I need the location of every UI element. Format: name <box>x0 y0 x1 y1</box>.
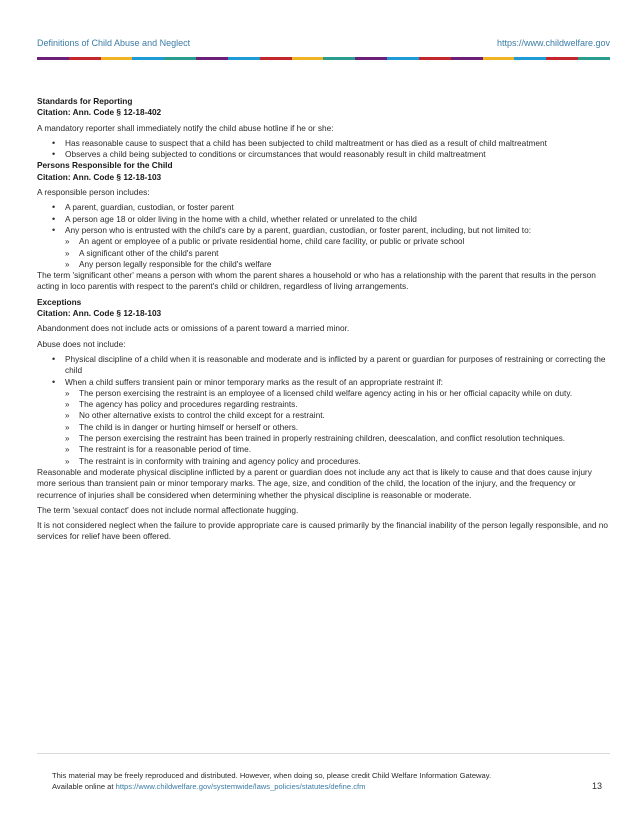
paragraph: The term 'significant other' means a person with whom the parent shares a household or who has a relationship with the parent that results in the person acting in loco parentis with respect to the parent's child or children, regardless of living arrangements. <box>37 270 596 292</box>
stripe-segment <box>292 57 324 60</box>
bullet-list <box>37 138 610 161</box>
document-title: Definitions of Child Abuse and Neglect <box>37 38 191 48</box>
list-item: • Physical discipline of a child when it is reasonable and moderate and is inflicted by a parent or guardian for purposes of restraining or correcting the child <box>37 354 610 377</box>
section-heading-standards: Standards for Reporting <box>37 96 133 106</box>
paragraph: Abandonment does not include acts or omissions of a parent toward a married minor. <box>37 323 350 334</box>
stripe-segment <box>483 57 515 60</box>
page-footer <box>52 770 610 792</box>
list-item: • A person age 18 or older living in the home with a child, whether related or unrelated to the child <box>37 214 610 225</box>
section-citation-persons-responsible: Citation: Ann. Code § 12-18-103 <box>37 171 162 182</box>
stripe-segment <box>196 57 228 60</box>
stripe-segment <box>132 57 164 60</box>
sub-bullet-list <box>37 236 610 270</box>
document-body <box>37 96 610 543</box>
paragraph: Reasonable and moderate physical discipline inflicted by a parent or guardian does not include any act that is likely to cause and that does cause injury more serious than transient pain or minor temporary marks. The age, size, and condition of the child, the location of the injury, and the frequency or recurrence of injuries shall be considered when determining whether the physical discipline is reasonable or moderate. <box>37 466 592 500</box>
stripe-segment <box>260 57 292 60</box>
section-heading-persons-responsible: Persons Responsible for the Child <box>37 160 173 171</box>
sub-bullet-list <box>37 388 610 467</box>
list-item: • A parent, guardian, custodian, or foster parent <box>37 202 610 213</box>
sub-list-item: » The restraint is in conformity with training and agency policy and procedures. <box>37 456 610 467</box>
sub-list-item: » No other alternative exists to control the child except for a restraint. <box>37 410 610 421</box>
sub-list-item: » The person exercising the restraint is an employee of a licensed child welfare agency acting in his or her official capacity while on duty. <box>37 388 610 399</box>
paragraph: A responsible person includes: <box>37 187 150 198</box>
stripe-segment <box>164 57 196 60</box>
stripe-segment <box>387 57 419 60</box>
site-url-link[interactable]: https://www.childwelfare.gov <box>496 38 610 48</box>
page-number: 13 <box>591 781 602 791</box>
section-heading-exceptions: Exceptions <box>37 296 82 307</box>
stripe-segment <box>323 57 355 60</box>
list-item: • When a child suffers transient pain or minor temporary marks as the result of an appropriate restraint if: <box>37 377 610 388</box>
stripe-segment <box>546 57 578 60</box>
page-header <box>37 38 610 52</box>
stripe-segment <box>355 57 387 60</box>
bullet-list <box>37 354 610 388</box>
bullet-list <box>37 202 610 236</box>
section-citation-exceptions: Citation: Ann. Code § 12-18-103 <box>37 308 162 319</box>
paragraph: It is not considered neglect when the failure to provide appropriate care is caused primarily by the financial inability of the person legally responsible, and no services for relief have been offered. <box>37 520 608 542</box>
stripe-segment <box>419 57 451 60</box>
stripe-segment <box>228 57 260 60</box>
stripe-segment <box>69 57 101 60</box>
section-citation-standards: Citation: Ann. Code § 12-18-402 <box>37 107 162 118</box>
footer-divider <box>37 753 610 754</box>
paragraph: A mandatory reporter shall immediately notify the child abuse hotline if he or she: <box>37 122 334 133</box>
paragraph: The term 'sexual contact' does not include normal affectionate hugging. <box>37 504 299 515</box>
footer-credit-text: This material may be freely reproduced and distributed. However, when doing so, please credit Child Welfare Information Gateway. <box>52 771 492 780</box>
stripe-segment <box>101 57 133 60</box>
sub-list-item: » An agent or employee of a public or private residential home, child care facility, or public or private school <box>37 236 610 247</box>
list-item: • Observes a child being subjected to conditions or circumstances that would reasonably result in child maltreatment <box>37 149 610 160</box>
list-item: • Any person who is entrusted with the child's care by a parent, guardian, custodian, or foster parent, including, but not limited to: <box>37 225 610 236</box>
footer-availability <box>52 781 610 792</box>
footer-available-label: Available online at <box>52 782 116 791</box>
sub-list-item: » The child is in danger or hurting himself or herself or others. <box>37 422 610 433</box>
footer-link[interactable]: https://www.childwelfare.gov/systemwide/laws_policies/statutes/define.cfm <box>115 782 366 791</box>
sub-list-item: » The agency has policy and procedures regarding restraints. <box>37 399 610 410</box>
stripe-segment <box>578 57 610 60</box>
sub-list-item: » The restraint is for a reasonable period of time. <box>37 444 610 455</box>
paragraph: Abuse does not include: <box>37 338 126 349</box>
list-item: • Has reasonable cause to suspect that a child has been subjected to child maltreatment or has died as a result of child maltreatment <box>37 138 610 149</box>
stripe-segment <box>451 57 483 60</box>
stripe-segment <box>37 57 69 60</box>
sub-list-item: » A significant other of the child's parent <box>37 248 610 259</box>
color-stripe <box>37 57 610 60</box>
sub-list-item: » Any person legally responsible for the child's welfare <box>37 259 610 270</box>
stripe-segment <box>514 57 546 60</box>
sub-list-item: » The person exercising the restraint has been trained in properly restraining children, deescalation, and conflict resolution techniques. <box>37 433 610 444</box>
